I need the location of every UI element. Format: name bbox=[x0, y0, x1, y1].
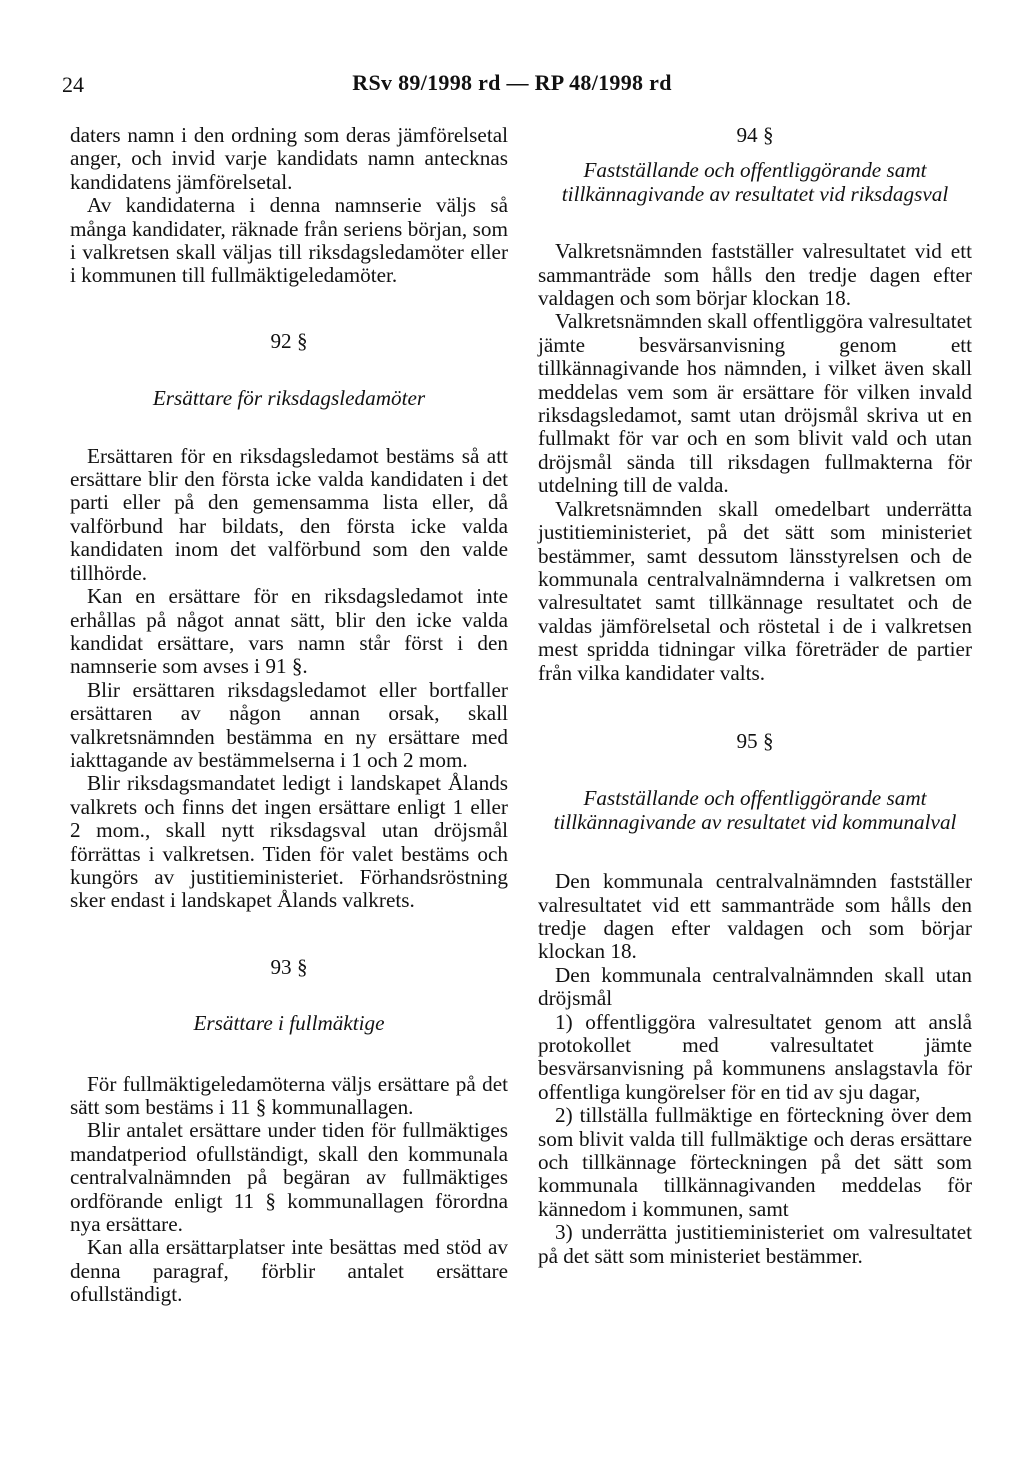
section-95-item-2: 2) tillställa fullmäktige en förteckning över dem som blivit valda till fullmäktige och deras ersättare och tillkännage förteckningen på det sätt som kommunala tillkännagivanden meddelas för kännedom i kommunen, samt bbox=[538, 1103, 972, 1221]
intro-paragraph: daters namn i den ordning som deras jämförelsetal anger, och invid varje kandidats namn antecknas kandidatens jämförelsetal. bbox=[70, 123, 508, 194]
section-92-paragraph-2: Kan en ersättare för en riksdagsledamot inte erhållas på något annat sätt, blir den icke valda kandidat ersättare, vars namn står först i den namnserie som avses i 91 §. bbox=[70, 584, 508, 679]
running-head: RSv 89/1998 rd — RP 48/1998 rd bbox=[352, 70, 672, 95]
section-93-title: Ersättare i fullmäktige bbox=[193, 1011, 385, 1036]
section-95-title: Fastställande och offentliggörande samt tillkännagivande av resultatet vid kommunalval bbox=[553, 786, 957, 834]
section-95-paragraph-2: Den kommunala centralvalnämnden skall utan dröjsmål bbox=[538, 962, 972, 1011]
section-95-item-3: 3) underrätta justitieministeriet om valresultatet på det sätt som ministeriet bestämmer. bbox=[538, 1220, 972, 1268]
section-92-paragraph-4: Blir riksdagsmandatet ledigt i landskapet Ålands valkrets och finns det ingen ersättare enligt 1 eller 2 mom., skall nytt riksdagsval utan dröjsmål förrättas i valkretsen. Tiden för valet bestäms och kungörs av justitieministeriet. Förhandsröstning sker endast i landskapet Ålands valkrets. bbox=[70, 771, 508, 913]
section-92-paragraph-1: Ersättaren för en riksdagsledamot bestäms så att ersättare blir den första icke valda kandidaten i det parti eller på den gemensamma lista eller, då valförbund har bildats, den första icke valda kandidaten inom det valförbund som den valde tillhörde. bbox=[70, 443, 508, 585]
section-95-paragraph-1: Den kommunala centralvalnämnden fastställer valresultatet vid ett sammanträde som hålls den tredje dagen efter valdagen och som börjar klockan 18. bbox=[538, 869, 972, 964]
section-92-paragraph-3: Blir ersättaren riksdagsledamot eller bortfaller ersättaren av någon annan orsak, skall valkretsnämnden bestämma en ny ersättare med iakttagande av bestämmelserna i 1 och 2 mom. bbox=[70, 677, 508, 772]
page-number: 24 bbox=[62, 72, 84, 97]
section-94-paragraph-1: Valkretsnämnden fastställer valresultatet vid ett sammanträde som hålls den tredje dagen efter valdagen och som börjar klockan 18. bbox=[538, 239, 972, 311]
section-95-number: 95 § bbox=[736, 728, 774, 753]
section-95-item-1: 1) offentliggöra valresultatet genom att anslå protokollet med valresultatet jämte besvärsanvisning på kommunens anslagstavla för offentliga kungörelser för en tid av sju dagar, bbox=[538, 1009, 972, 1104]
section-93-paragraph-2: Blir antalet ersättare under tiden för fullmäktiges mandatperiod ofullständigt, skall den kommunala centralvalnämnden på begäran av fullmäktiges ordförande enligt 11 § kommunallagen förordna nya ersättare. bbox=[70, 1118, 508, 1237]
section-92-number: 92 § bbox=[270, 328, 308, 353]
section-94-number: 94 § bbox=[736, 123, 774, 147]
section-93-number: 93 § bbox=[270, 954, 308, 979]
section-94-paragraph-3: Valkretsnämnden skall omedelbart underrätta justitieministeriet, på det sätt som ministeriet bestämmer, samt dessutom länsstyrelsen och de kommunala centralvalnämnderna i valkretsen om valresultatet samt tillkännage resultatet och de valdas jämförelsetal och röstetal i de i valkretsen mest spridda tidningar vilka företräder de partier från vilka kandidater valts. bbox=[538, 496, 972, 685]
left-column bbox=[70, 124, 508, 1307]
intro-paragraph-2: Av kandidaterna i denna namnserie väljs så många kandidater, räknade från seriens början, som i valkretsen skall väljas till riksdagsledamöter eller i kommunen till fullmäktigeledamöter. bbox=[70, 193, 508, 288]
section-94-title: Fastställande och offentliggörande samt tillkännagivande av resultatet vid riksdagsval bbox=[561, 158, 949, 206]
section-93-paragraph-1: För fullmäktigeledamöterna väljs ersättare på det sätt som bestäms i 11 § kommunallagen. bbox=[70, 1071, 508, 1119]
section-94-paragraph-2: Valkretsnämnden skall offentliggöra valresultatet jämte besvärsanvisning genom ett tillkännagivande hos nämnden, i vilket även skall meddelas vem som är ersättare för vilken invald riksdagsledamot, samt utan dröjsmål skriva ut en fullmakt för var och en som blivit vald och utan dröjsmål sända till riksdagen fullmakterna för utdelning till de valda. bbox=[538, 309, 972, 498]
section-93-paragraph-3: Kan alla ersättarplatser inte besättas med stöd av denna paragraf, förblir antalet ersättare ofullständigt. bbox=[70, 1235, 508, 1307]
right-column bbox=[538, 124, 972, 1268]
section-92-title: Ersättare för riksdagsledamöter bbox=[152, 386, 426, 411]
